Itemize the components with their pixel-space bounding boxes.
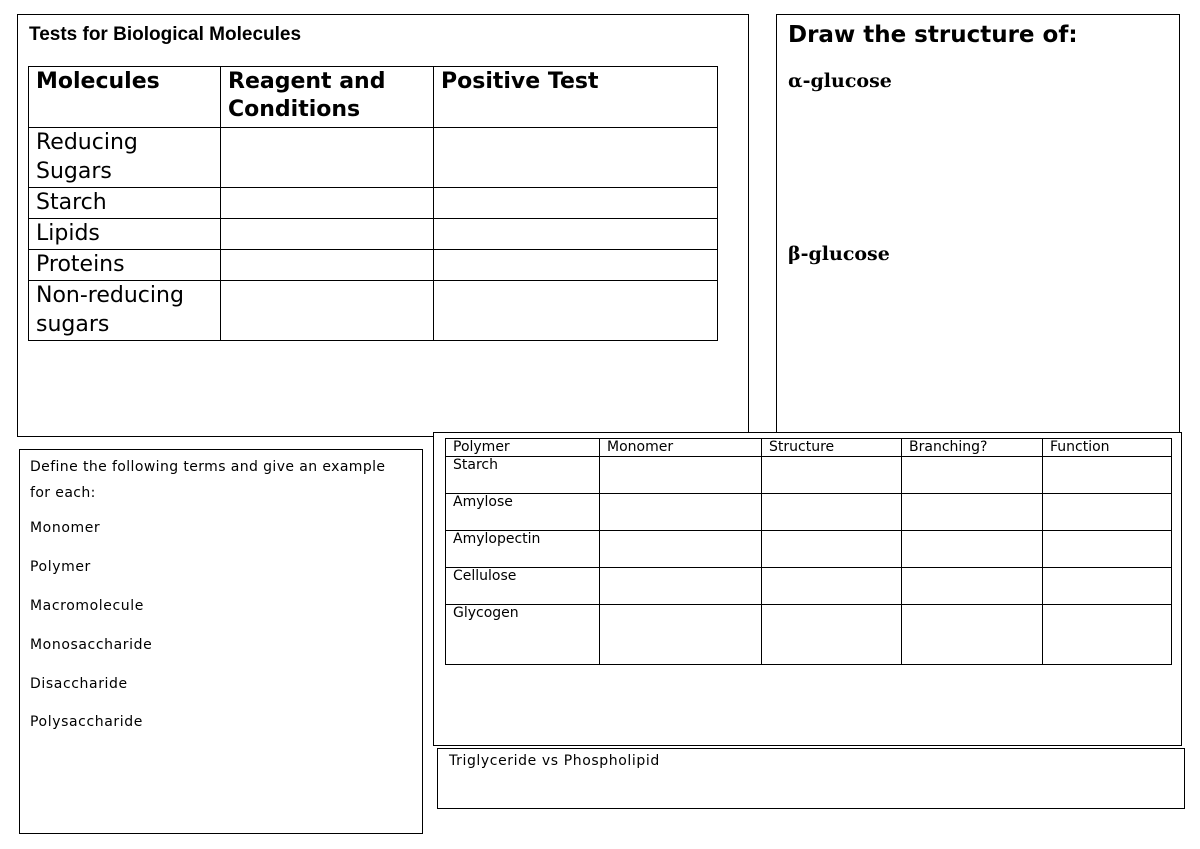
reagent-cell[interactable] xyxy=(221,128,434,188)
branching-cell[interactable] xyxy=(902,531,1043,568)
structure-cell[interactable] xyxy=(762,605,902,665)
tests-panel xyxy=(17,14,749,437)
table-row xyxy=(29,128,718,188)
header-molecules: Molecules xyxy=(29,67,221,128)
define-terms-panel xyxy=(19,449,423,834)
table-row xyxy=(446,605,1172,665)
draw-structure-panel xyxy=(776,14,1180,437)
header-function: Function xyxy=(1043,439,1172,457)
triglyceride-title: Triglyceride vs Phospholipid xyxy=(449,753,660,769)
tests-table xyxy=(28,66,718,341)
define-intro: Define the following terms and give an example for each: xyxy=(30,459,386,501)
reagent-cell[interactable] xyxy=(221,219,434,250)
positive-test-cell[interactable] xyxy=(434,250,718,281)
beta-glucose-label: β-glucose xyxy=(788,243,890,265)
table-row xyxy=(29,281,718,341)
structure-cell[interactable] xyxy=(762,531,902,568)
row-label-starch: Starch xyxy=(446,457,600,494)
branching-cell[interactable] xyxy=(902,494,1043,531)
term-monomer: Monomer xyxy=(30,520,101,536)
polymer-table xyxy=(445,438,1172,665)
table-row xyxy=(446,457,1172,494)
reagent-cell[interactable] xyxy=(221,281,434,341)
structure-cell[interactable] xyxy=(762,457,902,494)
header-branching: Branching? xyxy=(902,439,1043,457)
function-cell[interactable] xyxy=(1043,568,1172,605)
positive-test-cell[interactable] xyxy=(434,281,718,341)
alpha-glucose-label: α-glucose xyxy=(788,70,892,92)
row-label-cellulose: Cellulose xyxy=(446,568,600,605)
header-positive-test: Positive Test xyxy=(434,67,718,128)
reagent-cell[interactable] xyxy=(221,188,434,219)
term-disaccharide: Disaccharide xyxy=(30,676,128,692)
term-macromolecule: Macromolecule xyxy=(30,598,144,614)
monomer-cell[interactable] xyxy=(600,531,762,568)
row-label-non-reducing-sugars: Non-reducing sugars xyxy=(29,281,221,341)
draw-title: Draw the structure of: xyxy=(788,22,1078,48)
function-cell[interactable] xyxy=(1043,531,1172,568)
tests-header-row xyxy=(29,67,718,128)
row-label-glycogen: Glycogen xyxy=(446,605,600,665)
table-row xyxy=(29,219,718,250)
header-monomer: Monomer xyxy=(600,439,762,457)
monomer-cell[interactable] xyxy=(600,568,762,605)
term-polymer: Polymer xyxy=(30,559,91,575)
header-structure: Structure xyxy=(762,439,902,457)
function-cell[interactable] xyxy=(1043,457,1172,494)
header-reagent: Reagent and Conditions xyxy=(221,67,434,128)
table-row xyxy=(29,250,718,281)
table-row xyxy=(29,188,718,219)
function-cell[interactable] xyxy=(1043,494,1172,531)
row-label-starch: Starch xyxy=(29,188,221,219)
row-label-amylose: Amylose xyxy=(446,494,600,531)
polymer-header-row xyxy=(446,439,1172,457)
triglyceride-panel xyxy=(437,748,1185,809)
branching-cell[interactable] xyxy=(902,605,1043,665)
row-label-proteins: Proteins xyxy=(29,250,221,281)
table-row xyxy=(446,531,1172,568)
structure-cell[interactable] xyxy=(762,568,902,605)
tests-title: Tests for Biological Molecules xyxy=(29,24,302,45)
table-row xyxy=(446,494,1172,531)
reagent-cell[interactable] xyxy=(221,250,434,281)
monomer-cell[interactable] xyxy=(600,494,762,531)
row-label-amylopectin: Amylopectin xyxy=(446,531,600,568)
structure-cell[interactable] xyxy=(762,494,902,531)
monomer-cell[interactable] xyxy=(600,457,762,494)
row-label-reducing-sugars: Reducing Sugars xyxy=(29,128,221,188)
branching-cell[interactable] xyxy=(902,457,1043,494)
monomer-cell[interactable] xyxy=(600,605,762,665)
positive-test-cell[interactable] xyxy=(434,128,718,188)
header-polymer: Polymer xyxy=(446,439,600,457)
row-label-lipids: Lipids xyxy=(29,219,221,250)
branching-cell[interactable] xyxy=(902,568,1043,605)
positive-test-cell[interactable] xyxy=(434,219,718,250)
term-polysaccharide: Polysaccharide xyxy=(30,714,143,730)
polymer-panel xyxy=(433,432,1182,746)
positive-test-cell[interactable] xyxy=(434,188,718,219)
term-monosaccharide: Monosaccharide xyxy=(30,637,153,653)
function-cell[interactable] xyxy=(1043,605,1172,665)
table-row xyxy=(446,568,1172,605)
